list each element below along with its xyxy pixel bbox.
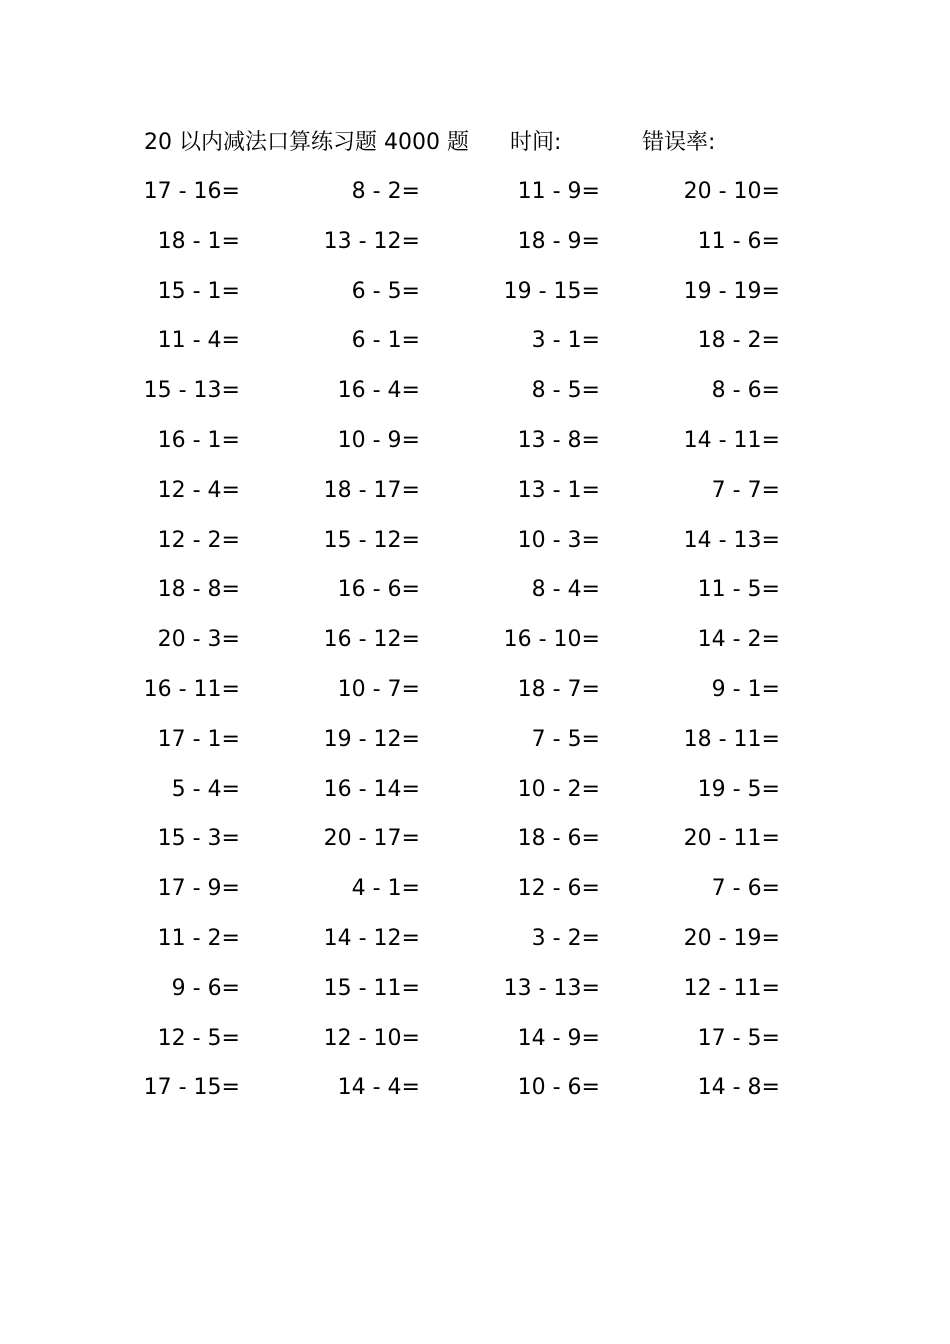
problem-item: 5 - 4=: [171, 776, 240, 802]
problem-item: 4 - 1=: [351, 876, 420, 902]
problem-item: 17 - 1=: [157, 726, 240, 752]
problem-item: 11 - 9=: [517, 179, 600, 204]
problem-item: 7 - 7=: [711, 477, 780, 503]
problem-item: 10 - 9=: [337, 427, 420, 453]
problem-item: 18 - 11=: [683, 726, 780, 752]
problem-item: 19 - 5=: [697, 776, 780, 802]
problem-row: [120, 624, 820, 674]
problem-item: 18 - 2=: [697, 328, 780, 354]
problem-item: 8 - 6=: [711, 378, 780, 404]
problem-item: 17 - 16=: [143, 179, 240, 204]
problem-item: 16 - 14=: [323, 776, 420, 802]
problem-item: 13 - 1=: [517, 477, 600, 503]
problem-item: 3 - 2=: [531, 925, 600, 951]
problem-item: 11 - 2=: [157, 925, 240, 951]
problem-item: 20 - 19=: [683, 925, 780, 951]
problem-item: 15 - 13=: [143, 378, 240, 404]
problem-item: 10 - 2=: [517, 776, 600, 802]
problem-item: 8 - 5=: [531, 378, 600, 404]
problem-item: 12 - 5=: [157, 1025, 240, 1051]
problem-item: 14 - 2=: [697, 627, 780, 653]
worksheet-title: 20 以内减法口算练习题 4000 题: [144, 130, 469, 155]
problem-row: [120, 1072, 820, 1122]
problem-item: 10 - 3=: [517, 527, 600, 553]
problem-item: 18 - 1=: [157, 228, 240, 254]
problem-item: 12 - 11=: [683, 975, 780, 1001]
problem-item: 18 - 6=: [517, 826, 600, 852]
problem-item: 11 - 5=: [697, 577, 780, 603]
problem-item: 16 - 6=: [337, 577, 420, 603]
problem-item: 20 - 3=: [157, 627, 240, 653]
problem-item: 15 - 1=: [157, 278, 240, 304]
problem-item: 14 - 12=: [323, 925, 420, 951]
problem-item: 17 - 9=: [157, 876, 240, 902]
problem-item: 16 - 4=: [337, 378, 420, 404]
problem-item: 12 - 6=: [517, 876, 600, 902]
problem-item: 7 - 6=: [711, 876, 780, 902]
problem-item: 8 - 4=: [531, 577, 600, 603]
time-label: 时间:: [510, 130, 562, 155]
problem-item: 7 - 5=: [531, 726, 600, 752]
problem-item: 13 - 12=: [323, 228, 420, 254]
worksheet-header: [144, 128, 844, 158]
problem-item: 12 - 4=: [157, 477, 240, 503]
problem-item: 13 - 13=: [503, 975, 600, 1001]
problem-row: [120, 724, 820, 774]
problem-item: 20 - 10=: [683, 179, 780, 204]
problem-row: [120, 823, 820, 873]
problem-row: [120, 923, 820, 973]
problem-row: [120, 525, 820, 575]
problem-item: 16 - 12=: [323, 627, 420, 653]
problem-row: [120, 276, 820, 326]
problem-item: 16 - 1=: [157, 427, 240, 453]
problem-item: 19 - 19=: [683, 278, 780, 304]
problem-item: 10 - 7=: [337, 676, 420, 702]
problem-row: [120, 973, 820, 1023]
problem-item: 17 - 5=: [697, 1025, 780, 1051]
problem-row: [120, 375, 820, 425]
problem-item: 9 - 6=: [171, 975, 240, 1001]
problem-row: [120, 1023, 820, 1073]
problem-item: 16 - 10=: [503, 627, 600, 653]
error-rate-label: 错误率:: [642, 130, 716, 155]
problem-item: 20 - 17=: [323, 826, 420, 852]
problem-row: [120, 325, 820, 375]
problem-item: 19 - 12=: [323, 726, 420, 752]
problem-item: 18 - 7=: [517, 676, 600, 702]
problem-item: 11 - 6=: [697, 228, 780, 254]
problem-item: 18 - 9=: [517, 228, 600, 254]
problem-item: 15 - 11=: [323, 975, 420, 1001]
problem-item: 6 - 5=: [351, 278, 420, 304]
problem-grid: [120, 176, 820, 1122]
problem-row: [120, 574, 820, 624]
problem-item: 15 - 12=: [323, 527, 420, 553]
problem-item: 14 - 9=: [517, 1025, 600, 1051]
problem-row: [120, 475, 820, 525]
problem-item: 16 - 11=: [143, 676, 240, 702]
problem-item: 17 - 15=: [143, 1075, 240, 1101]
problem-item: 18 - 17=: [323, 477, 420, 503]
problem-item: 14 - 8=: [697, 1075, 780, 1101]
problem-row: [120, 226, 820, 276]
problem-item: 6 - 1=: [351, 328, 420, 354]
problem-row: [120, 674, 820, 724]
problem-row: [120, 425, 820, 475]
problem-item: 11 - 4=: [157, 328, 240, 354]
problem-item: 12 - 2=: [157, 527, 240, 553]
problem-item: 14 - 13=: [683, 527, 780, 553]
problem-item: 19 - 15=: [503, 278, 600, 304]
problem-item: 13 - 8=: [517, 427, 600, 453]
problem-item: 3 - 1=: [531, 328, 600, 354]
problem-item: 20 - 11=: [683, 826, 780, 852]
problem-item: 18 - 8=: [157, 577, 240, 603]
problem-row: [120, 774, 820, 824]
problem-item: 10 - 6=: [517, 1075, 600, 1101]
problem-item: 8 - 2=: [351, 179, 420, 204]
problem-row: [120, 873, 820, 923]
problem-item: 14 - 11=: [683, 427, 780, 453]
problem-item: 12 - 10=: [323, 1025, 420, 1051]
problem-item: 14 - 4=: [337, 1075, 420, 1101]
problem-item: 15 - 3=: [157, 826, 240, 852]
problem-item: 9 - 1=: [711, 676, 780, 702]
problem-row: [120, 176, 820, 226]
